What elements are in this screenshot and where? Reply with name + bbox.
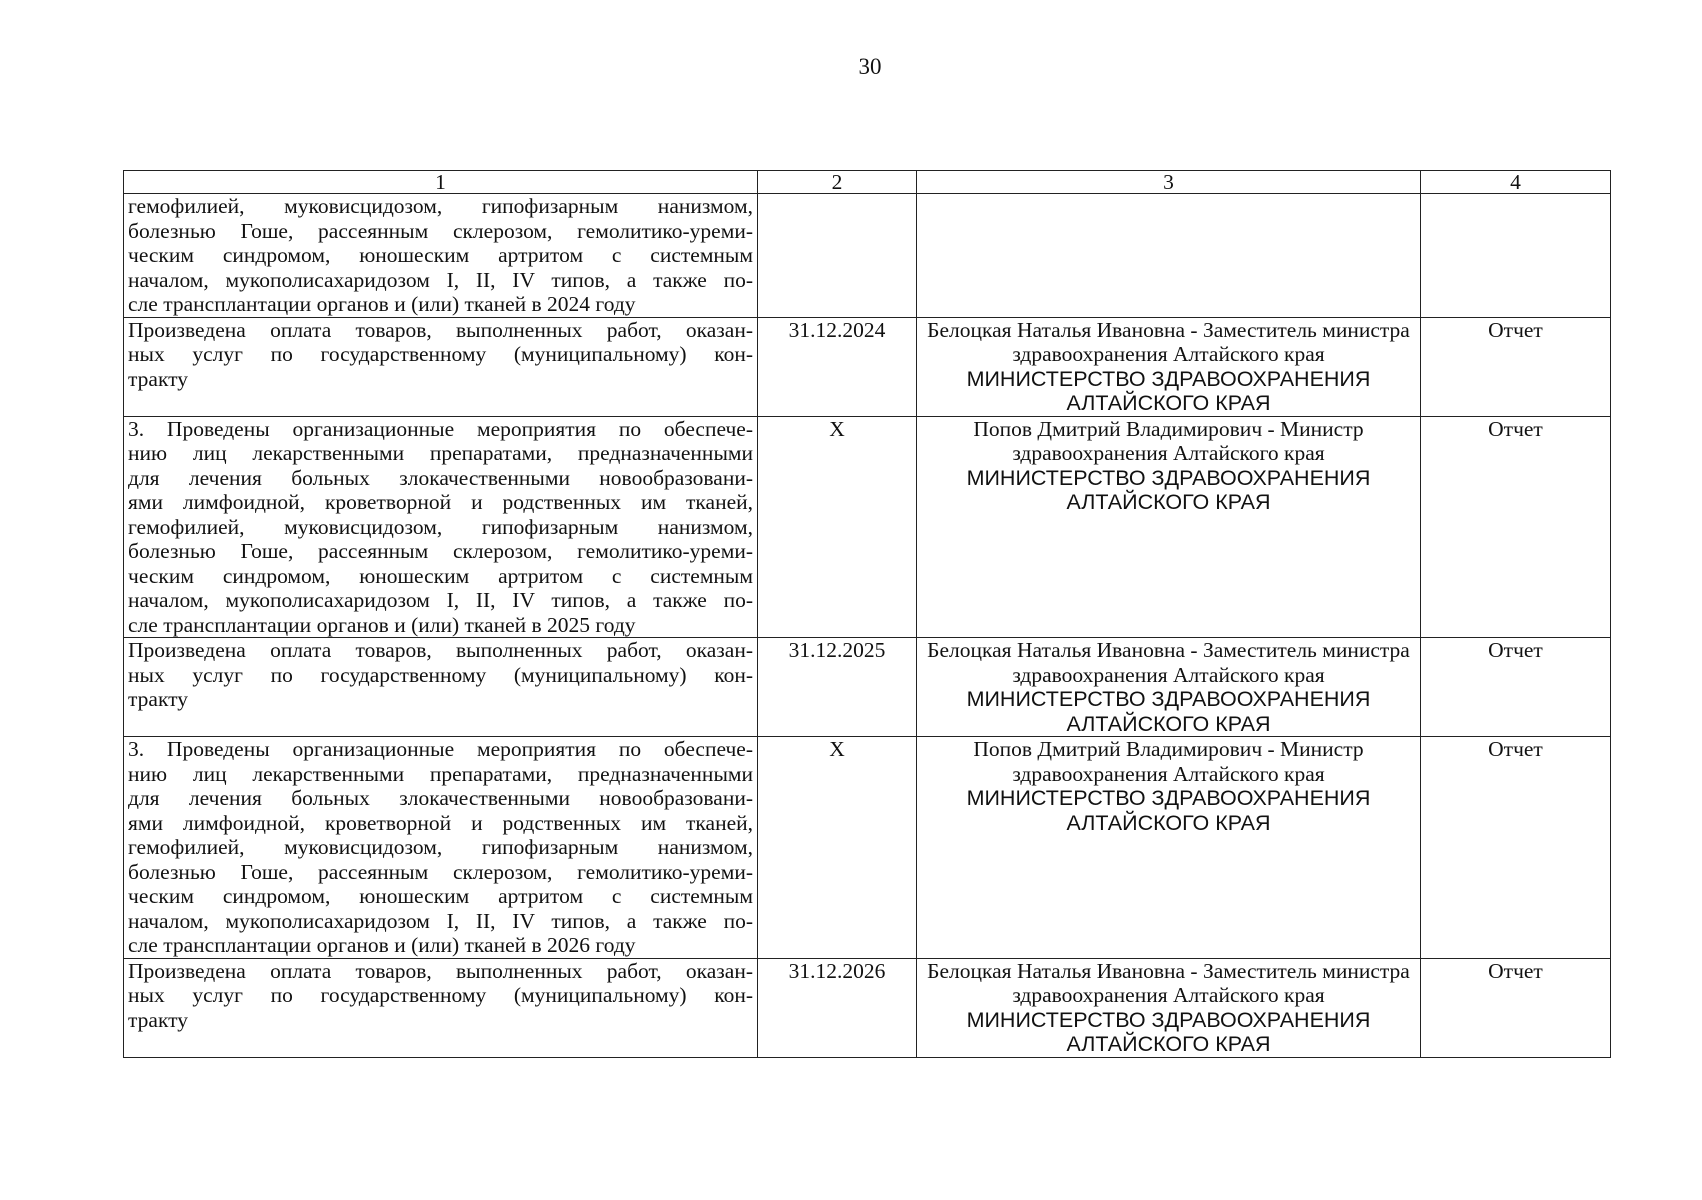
description-line: ных услуг по государственному (муниципальному) кон- [128, 662, 753, 687]
description-line: началом, мукополисахаридозом I, II, IV типов, а также по- [128, 267, 753, 292]
description-line: ческим синдромом, юношеским артритом с системным [128, 563, 753, 588]
date-cell [758, 194, 917, 318]
table-row [124, 737, 1611, 959]
description-line: тракту [128, 687, 188, 711]
responsible-person: Попов Дмитрий Владимирович - Министр здравоохранения Алтайского края [973, 737, 1364, 786]
responsible-person: Белоцкая Наталья Ивановна - Заместитель министра здравоохранения Алтайского края [927, 317, 1410, 366]
description-line: 3. Проведены организационные мероприятия по обеспече- [128, 416, 753, 441]
description-line: гемофилией, муковисцидозом, гипофизарным нанизмом, [128, 194, 753, 218]
description-line: тракту [128, 366, 188, 391]
result-cell: Отчет [1421, 737, 1611, 959]
description-cell [124, 416, 758, 638]
table-row [124, 194, 1611, 318]
responsible-organization: МИНИСТЕРСТВО ЗДРАВООХРАНЕНИЯ АЛТАЙСКОГО КРАЯ [966, 465, 1371, 514]
page-number: 30 [858, 54, 882, 79]
description-cell [124, 194, 758, 318]
responsible-cell [917, 958, 1421, 1057]
responsible-person: Белоцкая Наталья Ивановна - Заместитель министра здравоохранения Алтайского края [927, 958, 1410, 1007]
description-line: болезнью Гоше, рассеянным склерозом, гемолитико-уреми- [128, 218, 753, 243]
table-row [124, 317, 1611, 416]
responsible-cell [917, 416, 1421, 638]
description-cell [124, 958, 758, 1057]
column-header: 1 [124, 171, 758, 194]
responsible-cell [917, 638, 1421, 737]
description-line: сле трансплантации органов и (или) тканей в 2025 году [128, 612, 636, 637]
description-line: сле трансплантации органов и (или) тканей в 2026 году [128, 933, 636, 957]
description-line: ных услуг по государственному (муниципальному) кон- [128, 342, 753, 366]
responsible-organization: МИНИСТЕРСТВО ЗДРАВООХРАНЕНИЯ АЛТАЙСКОГО КРАЯ [966, 687, 1371, 736]
result-cell: Отчет [1421, 958, 1611, 1057]
description-line: Произведена оплата товаров, выполненных работ, оказан- [128, 638, 753, 662]
description-line: для лечения больных злокачественными новообразовани- [128, 786, 753, 810]
description-line: сле трансплантации органов и (или) тканей в 2024 году [128, 292, 636, 316]
result-cell: Отчет [1421, 317, 1611, 416]
description-line: ями лимфоидной, кроветворной и родственных им тканей, [128, 490, 753, 514]
description-cell [124, 638, 758, 737]
description-line: началом, мукополисахаридозом I, II, IV типов, а также по- [128, 908, 753, 933]
column-header: 3 [917, 171, 1421, 194]
description-line: ческим синдромом, юношеским артритом с системным [128, 884, 753, 908]
responsible-person: Белоцкая Наталья Ивановна - Заместитель министра здравоохранения Алтайского края [927, 638, 1410, 687]
description-line: гемофилией, муковисцидозом, гипофизарным нанизмом, [128, 514, 753, 539]
description-line: 3. Проведены организационные мероприятия по обеспече- [128, 737, 753, 761]
responsible-organization: МИНИСТЕРСТВО ЗДРАВООХРАНЕНИЯ АЛТАЙСКОГО КРАЯ [966, 366, 1371, 415]
control-points-table [123, 170, 1611, 1058]
result-cell [1421, 194, 1611, 318]
description-line: Произведена оплата товаров, выполненных работ, оказан- [128, 958, 753, 983]
responsible-organization: МИНИСТЕРСТВО ЗДРАВООХРАНЕНИЯ АЛТАЙСКОГО КРАЯ [966, 786, 1371, 835]
date-cell: 31.12.2026 [758, 958, 917, 1057]
responsible-person: Попов Дмитрий Владимирович - Министр здравоохранения Алтайского края [973, 416, 1364, 465]
responsible-cell [917, 194, 1421, 318]
description-line: ных услуг по государственному (муниципальному) кон- [128, 983, 753, 1007]
description-line: болезнью Гоше, рассеянным склерозом, гемолитико-уреми- [128, 859, 753, 884]
description-line: гемофилией, муковисцидозом, гипофизарным нанизмом, [128, 835, 753, 859]
description-line: Произведена оплата товаров, выполненных работ, оказан- [128, 317, 753, 342]
date-cell: 31.12.2025 [758, 638, 917, 737]
table-row [124, 416, 1611, 638]
responsible-cell [917, 317, 1421, 416]
result-cell: Отчет [1421, 638, 1611, 737]
responsible-cell [917, 737, 1421, 959]
description-line: нию лиц лекарственными препаратами, предназначенными [128, 441, 753, 465]
description-cell [124, 317, 758, 416]
description-line: болезнью Гоше, рассеянным склерозом, гемолитико-уреми- [128, 539, 753, 563]
description-line: началом, мукополисахаридозом I, II, IV типов, а также по- [128, 588, 753, 612]
description-line: ями лимфоидной, кроветворной и родственных им тканей, [128, 810, 753, 835]
description-cell [124, 737, 758, 959]
table-row [124, 958, 1611, 1057]
date-cell: X [758, 737, 917, 959]
result-cell: Отчет [1421, 416, 1611, 638]
date-cell: 31.12.2024 [758, 317, 917, 416]
table-header-row [124, 171, 1611, 194]
date-cell: X [758, 416, 917, 638]
description-line: для лечения больных злокачественными новообразовани- [128, 465, 753, 490]
table-row [124, 638, 1611, 737]
column-header: 4 [1421, 171, 1611, 194]
description-line: ческим синдромом, юношеским артритом с системным [128, 243, 753, 267]
description-line: тракту [128, 1007, 188, 1032]
column-header: 2 [758, 171, 917, 194]
description-line: нию лиц лекарственными препаратами, предназначенными [128, 761, 753, 786]
responsible-organization: МИНИСТЕРСТВО ЗДРАВООХРАНЕНИЯ АЛТАЙСКОГО КРАЯ [966, 1007, 1371, 1056]
